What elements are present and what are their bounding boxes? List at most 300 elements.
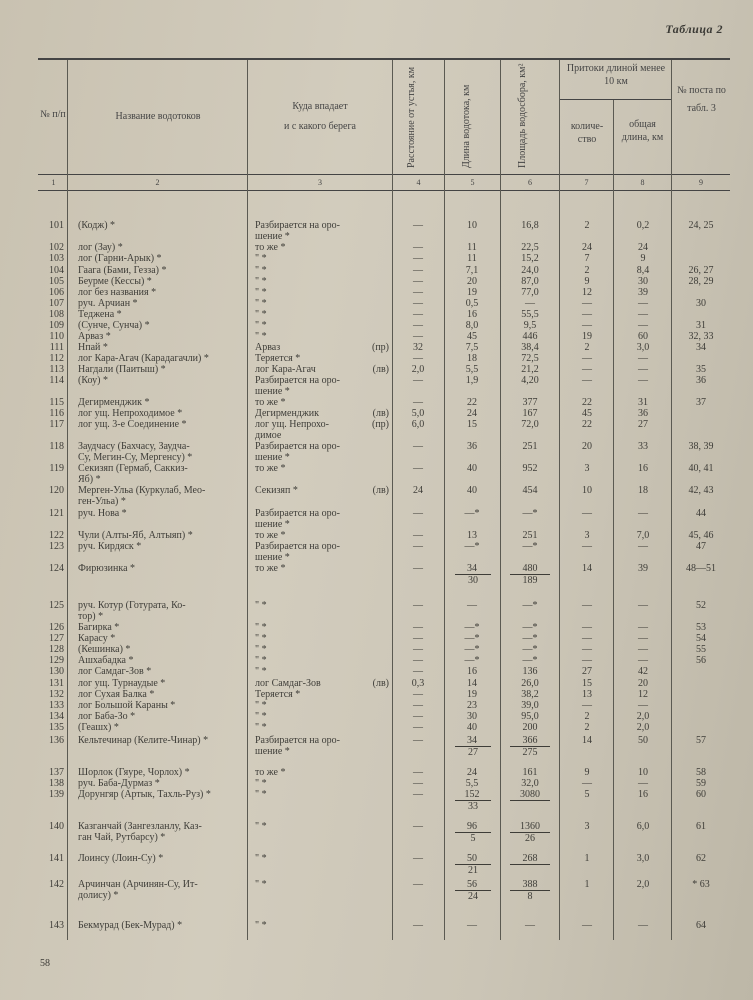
column-divider [67,60,68,940]
tributary-count: 2 [584,265,590,276]
watercourse-name: лог Большой Караны * [78,700,176,711]
header-post: № поста по табл. 3 [677,85,726,114]
watercourse-name: руч. Кирдяск * [78,541,142,552]
post-number: 35 [696,364,706,375]
flows-into: " * [255,821,267,832]
tributary-count: 20 [582,441,592,452]
flows-into: то же * [255,563,286,574]
tributary-length: — [638,508,648,519]
header-bottom-rule [38,174,730,175]
watercourse-name: лог Кара-Агач (Карадагачли) * [78,353,209,364]
tributary-length: — [638,920,648,931]
catchment-area: 39,0 [521,700,539,711]
header-name: Название водотоков [115,111,201,122]
flows-into: " * [255,320,267,331]
area-secondary [510,864,550,865]
tributary-count: — [582,353,592,364]
flows-into: Разбирается на оро- [255,441,340,452]
row-number: 130 [49,666,64,677]
tributary-length: 30 [638,276,648,287]
row-number: 111 [49,342,64,353]
distance-from-mouth: — [413,853,423,864]
length-value: 50 [467,853,477,864]
tributary-length: — [638,309,648,320]
watercourse-name: Багирка * [78,622,120,633]
tributary-length: 20 [638,678,648,689]
length-value: —* [464,508,480,519]
flows-into: " * [255,331,267,342]
length-value: —* [464,633,480,644]
flows-into: " * [255,309,267,320]
distance-from-mouth: — [413,242,423,253]
length-value: 40 [467,722,477,733]
distance-from-mouth: 24 [413,485,423,496]
length-secondary: 5 [455,832,491,844]
tributary-count: 1 [584,879,590,890]
tributary-count: — [582,644,592,655]
post-number: 55 [696,644,706,655]
catchment-area: 251 [522,441,538,452]
catchment-area: 24,0 [521,265,539,276]
flows-into: шение * [255,519,290,530]
length-value: 30 [467,711,477,722]
tributary-length: 8,4 [636,265,650,276]
catchment-area: —* [522,633,538,644]
tributary-count: 14 [582,563,592,574]
watercourse-name: лог ущ. Непроходимое * [78,408,183,419]
catchment-area: 366 [522,735,538,746]
distance-from-mouth: 2,0 [411,364,425,375]
flows-into: " * [255,920,267,931]
bank-side: (лв) [372,678,389,689]
tributary-length: 27 [638,419,648,430]
tributary-count: 1 [584,853,590,864]
catchment-area: 446 [522,331,538,342]
distance-from-mouth: — [413,700,423,711]
flows-into: " * [255,666,267,677]
tributary-count: 13 [582,689,592,700]
post-number: 32, 33 [688,331,714,342]
length-secondary: 27 [455,746,491,758]
watercourse-name: Заудчасу (Бахчасу, Заудча- [78,441,190,452]
flows-into: лог ущ. Непрохо- [255,419,330,430]
distance-from-mouth: 0,3 [411,678,425,689]
post-number: 31 [696,320,706,331]
tributary-length: 2,0 [636,722,650,733]
distance-from-mouth: — [413,375,423,386]
colnum-bottom-rule [38,190,730,191]
row-number: 127 [49,633,64,644]
catchment-area: —* [522,541,538,552]
watercourse-name: Гаага (Бами, Гезза) * [78,265,167,276]
bank-side: (лв) [372,408,389,419]
flows-into: лог Самдаг-Зов [255,678,321,689]
tributary-count: — [582,541,592,552]
watercourse-name: Мерген-Ульа (Куркулаб, Мео- [78,485,206,496]
column-divider [671,60,672,940]
distance-from-mouth: — [413,331,423,342]
row-number: 142 [49,879,64,890]
catchment-area: 167 [522,408,538,419]
distance-from-mouth: — [413,463,423,474]
tributary-length: 2,0 [636,711,650,722]
tributary-count: — [582,920,592,931]
catchment-area: 38,4 [521,342,539,353]
length-value: 18 [467,353,477,364]
catchment-area: 268 [522,853,538,864]
row-number: 128 [49,644,64,655]
post-number: 56 [696,655,706,666]
length-value: 11 [467,242,477,253]
distance-from-mouth: — [413,633,423,644]
row-number: 132 [49,689,64,700]
distance-from-mouth: — [413,622,423,633]
row-number: 141 [49,853,64,864]
catchment-area: 1360 [520,821,540,832]
area-secondary: 8 [510,890,550,902]
watercourse-name: тор) * [78,611,104,622]
watercourse-name: Су, Мегин-Су, Мергенсу) * [78,452,193,463]
length-value: 10 [467,220,477,231]
distance-from-mouth: — [413,508,423,519]
catchment-area: 4,20 [521,375,539,386]
tributary-length: 12 [638,689,648,700]
length-value: 24 [467,767,477,778]
length-value: 1,9 [465,375,479,386]
tributary-length: 36 [638,408,648,419]
tributary-length: — [638,600,648,611]
flows-into: Арваз [255,342,281,353]
row-number: 101 [49,220,64,231]
column-number: 3 [318,178,322,187]
post-number: 24, 25 [688,220,714,231]
tributary-count: — [582,778,592,789]
flows-into: " * [255,879,267,890]
tributary-length: 33 [638,441,648,452]
row-number: 139 [49,789,64,800]
catchment-area: —* [522,508,538,519]
watercourse-name: (Коу) * [78,375,108,386]
catchment-area: 87,0 [521,276,539,287]
tributary-length: 50 [638,735,648,746]
post-number: 36 [696,375,706,386]
length-secondary: 33 [455,800,491,812]
column-divider [500,60,501,940]
tributary-length: 16 [638,789,648,800]
row-number: 103 [49,253,64,264]
tributary-count: — [582,320,592,331]
row-number: 117 [49,419,64,430]
tributary-count: 2 [584,220,590,231]
post-number: 47 [696,541,706,552]
flows-into: шение * [255,746,290,757]
length-value: 11 [467,253,477,264]
tributary-length: 3,0 [636,342,650,353]
tributary-count: — [582,375,592,386]
header-distance: Расстояние от устья, км [406,66,417,168]
row-number: 143 [49,920,64,931]
row-number: 105 [49,276,64,287]
row-number: 126 [49,622,64,633]
length-value: 5,5 [465,778,479,789]
watercourse-name: Шорлок (Гяуре, Чорлох) * [78,767,190,778]
post-number: 58 [696,767,706,778]
tributary-count: 12 [582,287,592,298]
row-number: 121 [49,508,64,519]
tributary-count: — [582,298,592,309]
distance-from-mouth: — [413,309,423,320]
catchment-area: 388 [522,879,538,890]
catchment-area: —* [522,655,538,666]
catchment-area: 72,5 [521,353,539,364]
flows-into: шение * [255,452,290,463]
post-number: 26, 27 [688,265,714,276]
catchment-area: 251 [522,530,538,541]
flows-into: " * [255,253,267,264]
row-number: 136 [49,735,64,746]
tributary-count: — [582,655,592,666]
column-number: 7 [584,178,589,187]
row-number: 129 [49,655,64,666]
row-number: 120 [49,485,64,496]
watercourse-name: лог (Гарни-Арык) * [78,253,162,264]
length-value: —* [464,541,480,552]
post-number: 54 [696,633,706,644]
column-number: 5 [470,178,475,187]
catchment-area: 22,5 [521,242,539,253]
area-secondary: 26 [510,832,550,844]
row-number: 123 [49,541,64,552]
distance-from-mouth: — [413,600,423,611]
post-number: 52 [696,600,706,611]
catchment-area: 454 [522,485,538,496]
length-value: 40 [467,463,477,474]
area-secondary: 189 [510,574,550,586]
bank-side: (лв) [372,364,389,375]
distance-from-mouth: — [413,767,423,778]
distance-from-mouth: 32 [413,342,423,353]
tributary-count: 10 [582,485,592,496]
tributary-length: 10 [638,767,648,778]
distance-from-mouth: — [413,821,423,832]
flows-into: " * [255,276,267,287]
row-number: 109 [49,320,64,331]
flows-into: Разбирается на оро- [255,541,340,552]
header-tributaries: Притоки длиной менее 10 км [566,63,666,87]
distance-from-mouth: — [413,735,423,746]
distance-from-mouth: — [413,353,423,364]
row-number: 134 [49,711,64,722]
watercourse-name: Нагдали (Паитыш) * [78,364,166,375]
watercourse-name: Казганчай (Зангезланлу, Каз- [78,821,202,832]
length-value: 40 [467,485,477,496]
watercourse-name: ган Чай, Рутбарсу) * [78,832,166,843]
post-number: 37 [696,397,706,408]
flows-into: Разбирается на оро- [255,375,340,386]
flows-into: Разбирается на оро- [255,508,340,519]
length-value: 7,1 [465,265,479,276]
catchment-area: 95,0 [521,711,539,722]
tributary-count: — [582,622,592,633]
length-value: 0,5 [465,298,479,309]
post-number: 42, 43 [688,485,714,496]
tributary-count: 22 [582,397,592,408]
length-value: 20 [467,276,477,287]
flows-into: Разбирается на оро- [255,220,340,231]
tributary-length: 0,2 [636,220,650,231]
flows-into: Разбирается на оро- [255,735,340,746]
distance-from-mouth: — [413,287,423,298]
length-value: 16 [467,309,477,320]
flows-into: " * [255,287,267,298]
tributary-length: 42 [638,666,648,677]
tributary-length: — [638,778,648,789]
row-number: 140 [49,821,64,832]
watercourse-name: Дегирменджик * [78,397,150,408]
length-value: 8,0 [465,320,479,331]
header-length: Длина водотока, км [461,84,472,168]
distance-from-mouth: 6,0 [411,419,425,430]
flows-into: шение * [255,386,290,397]
row-number: 118 [49,441,64,452]
row-number: 135 [49,722,64,733]
tributary-length: 31 [638,397,648,408]
watercourse-name: (Кешинка) * [78,644,131,655]
flows-into: лог Кара-Агач [255,364,316,375]
post-number: 59 [696,778,706,789]
column-number: 4 [416,178,421,187]
catchment-area: 952 [522,463,538,474]
watercourse-name: ген-Ульа) * [78,496,126,507]
distance-from-mouth: — [413,397,423,408]
catchment-area: 9,5 [523,320,537,331]
column-number: 8 [640,178,645,187]
table-title: Таблица 2 [665,22,723,36]
bank-side: (лв) [372,485,389,496]
header-bank: и с какого берега [283,121,356,132]
distance-from-mouth: — [413,689,423,700]
header-into: Куда впадает [292,101,348,112]
bank-side: (пр) [371,342,389,353]
tributary-length: — [638,375,648,386]
distance-from-mouth: — [413,441,423,452]
row-number: 114 [49,375,64,386]
flows-into: " * [255,655,267,666]
watercourse-name: долису) * [78,890,119,901]
tributary-count: — [582,700,592,711]
tributaries-rule [560,99,672,100]
tributary-length: 3,0 [636,853,650,864]
flows-into: шение * [255,231,290,242]
tributary-length: — [638,320,648,331]
flows-into: " * [255,265,267,276]
catchment-area: — [525,298,535,309]
length-value: 16 [467,666,477,677]
catchment-area: 77,0 [521,287,539,298]
distance-from-mouth: — [413,711,423,722]
post-number: 44 [696,508,706,519]
post-number: 60 [696,789,706,800]
flows-into: " * [255,722,267,733]
row-number: 108 [49,309,64,320]
tributary-count: 15 [582,678,592,689]
catchment-area: — [525,920,535,931]
distance-from-mouth: — [413,666,423,677]
watercourse-name: лог без названия * [78,287,157,298]
watercourse-name: Секизяп (Гермаб, Саккиз- [78,463,188,474]
post-number: 34 [696,342,706,353]
row-number: 116 [49,408,64,419]
distance-from-mouth: — [413,778,423,789]
distance-from-mouth: — [413,220,423,231]
flows-into: " * [255,700,267,711]
tributary-count: 2 [584,342,590,353]
column-number: 2 [155,178,160,187]
catchment-area: —* [522,644,538,655]
flows-into: " * [255,298,267,309]
length-value: 22 [467,397,477,408]
length-value: 7,5 [465,342,479,353]
flows-into: то же * [255,242,286,253]
length-value: 152 [464,789,480,800]
post-number: 40, 41 [688,463,714,474]
post-number: * 63 [692,879,710,890]
catchment-area: 38,2 [521,689,539,700]
tributary-count: 45 [582,408,592,419]
column-number: 6 [528,178,532,187]
row-number: 115 [49,397,64,408]
flows-into: " * [255,789,267,800]
post-number: 38, 39 [688,441,714,452]
length-value: 14 [467,678,477,689]
column-divider [444,60,445,940]
flows-into: " * [255,644,267,655]
tributary-count: 3 [584,821,590,832]
tributary-length: 18 [638,485,648,496]
length-value: 15 [467,419,477,430]
distance-from-mouth: — [413,722,423,733]
column-number: 9 [699,178,703,187]
catchment-area: 136 [522,666,538,677]
tributary-length: 24 [638,242,648,253]
length-value: 96 [467,821,477,832]
length-secondary: 21 [455,864,491,876]
flows-into: димое [255,430,282,441]
watercourse-name: руч. Котур (Готурата, Ко- [78,600,186,611]
watercourse-name: Арчинчан (Арчинян-Су, Ит- [78,879,198,890]
tributary-count: — [582,633,592,644]
tributary-length: — [638,644,648,655]
row-number: 104 [49,265,64,276]
column-divider [613,100,614,940]
header-count: количе-ство [570,121,604,145]
row-number: 137 [49,767,64,778]
tributary-count: 9 [584,276,590,287]
post-number: 64 [696,920,706,931]
flows-into: Теряется * [255,689,301,700]
distance-from-mouth: — [413,879,423,890]
row-number: 102 [49,242,64,253]
watercourse-name: руч. Баба-Дурмаз * [78,778,160,789]
column-divider [559,60,560,940]
area-secondary: 275 [510,746,550,758]
row-number: 113 [49,364,64,375]
header-number: № п/п [40,109,66,120]
bank-side: (пр) [371,419,389,430]
tributary-count: 3 [584,530,590,541]
watercourse-name: Теджена * [78,309,122,320]
tributary-length: — [638,700,648,711]
